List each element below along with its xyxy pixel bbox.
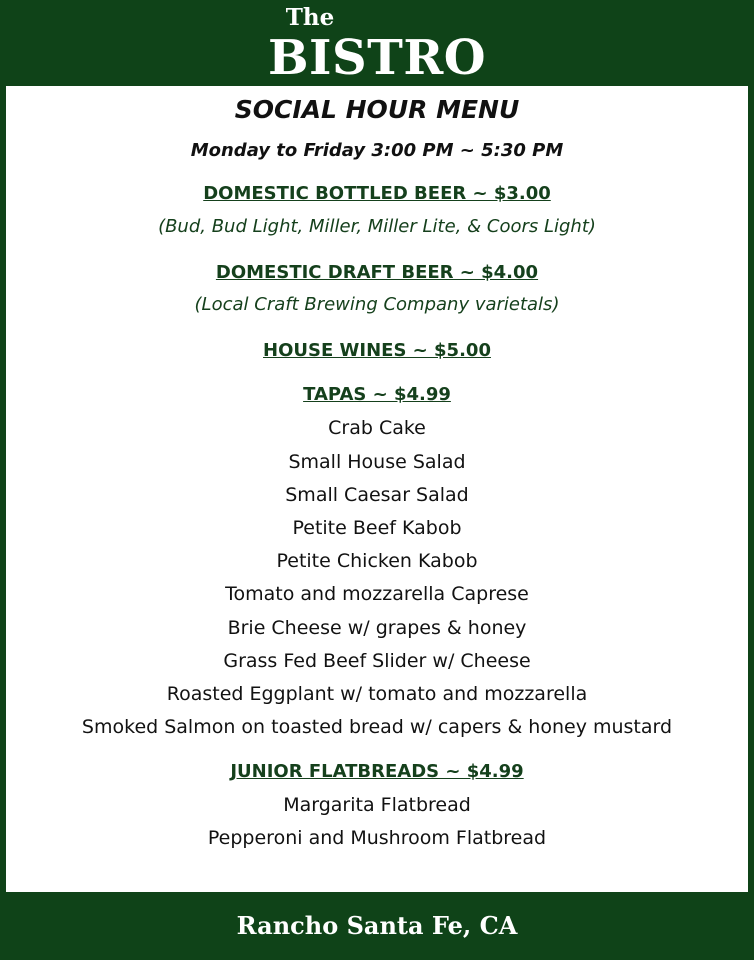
logo-the: The: [285, 4, 335, 31]
list-item: Pepperoni and Mushroom Flatbread: [207, 827, 547, 849]
list-item: Small House Salad: [288, 451, 466, 473]
list-item: Small Caesar Salad: [285, 484, 469, 506]
list-item: Tomato and mozzarella Caprese: [225, 583, 529, 605]
menu-title: SOCIAL HOUR MENU: [234, 95, 520, 124]
list-item: Margarita Flatbread: [283, 794, 471, 816]
menu-hours: Monday to Friday 3:00 PM ~ 5:30 PM: [190, 140, 564, 161]
section-note-bottled-beer: (Bud, Bud Light, Miller, Miller Lite, & Coors Light): [158, 216, 596, 237]
section-heading-house-wines: HOUSE WINES ~ $5.00: [263, 340, 491, 361]
list-item: Crab Cake: [328, 417, 426, 439]
section-heading-junior-flatbreads: JUNIOR FLATBREADS ~ $4.99: [230, 761, 524, 782]
logo-bistro: BISTRO: [267, 30, 487, 86]
menu-panel: [6, 86, 748, 892]
list-item: Brie Cheese w/ grapes & honey: [227, 617, 527, 639]
list-item: Smoked Salmon on toasted bread w/ capers & honey mustard: [81, 716, 673, 738]
section-heading-tapas: TAPAS ~ $4.99: [303, 384, 451, 405]
section-heading-bottled-beer: DOMESTIC BOTTLED BEER ~ $3.00: [203, 183, 551, 204]
list-item: Grass Fed Beef Slider w/ Cheese: [223, 650, 531, 672]
header-banner: [0, 0, 754, 86]
section-note-draft-beer: (Local Craft Brewing Company varietals): [194, 294, 560, 315]
section-heading-draft-beer: DOMESTIC DRAFT BEER ~ $4.00: [215, 262, 539, 283]
list-item: Petite Chicken Kabob: [276, 550, 478, 572]
list-item: Roasted Eggplant w/ tomato and mozzarella: [166, 683, 588, 705]
footer-location: Rancho Santa Fe, CA: [236, 911, 518, 940]
list-item: Petite Beef Kabob: [292, 517, 462, 539]
